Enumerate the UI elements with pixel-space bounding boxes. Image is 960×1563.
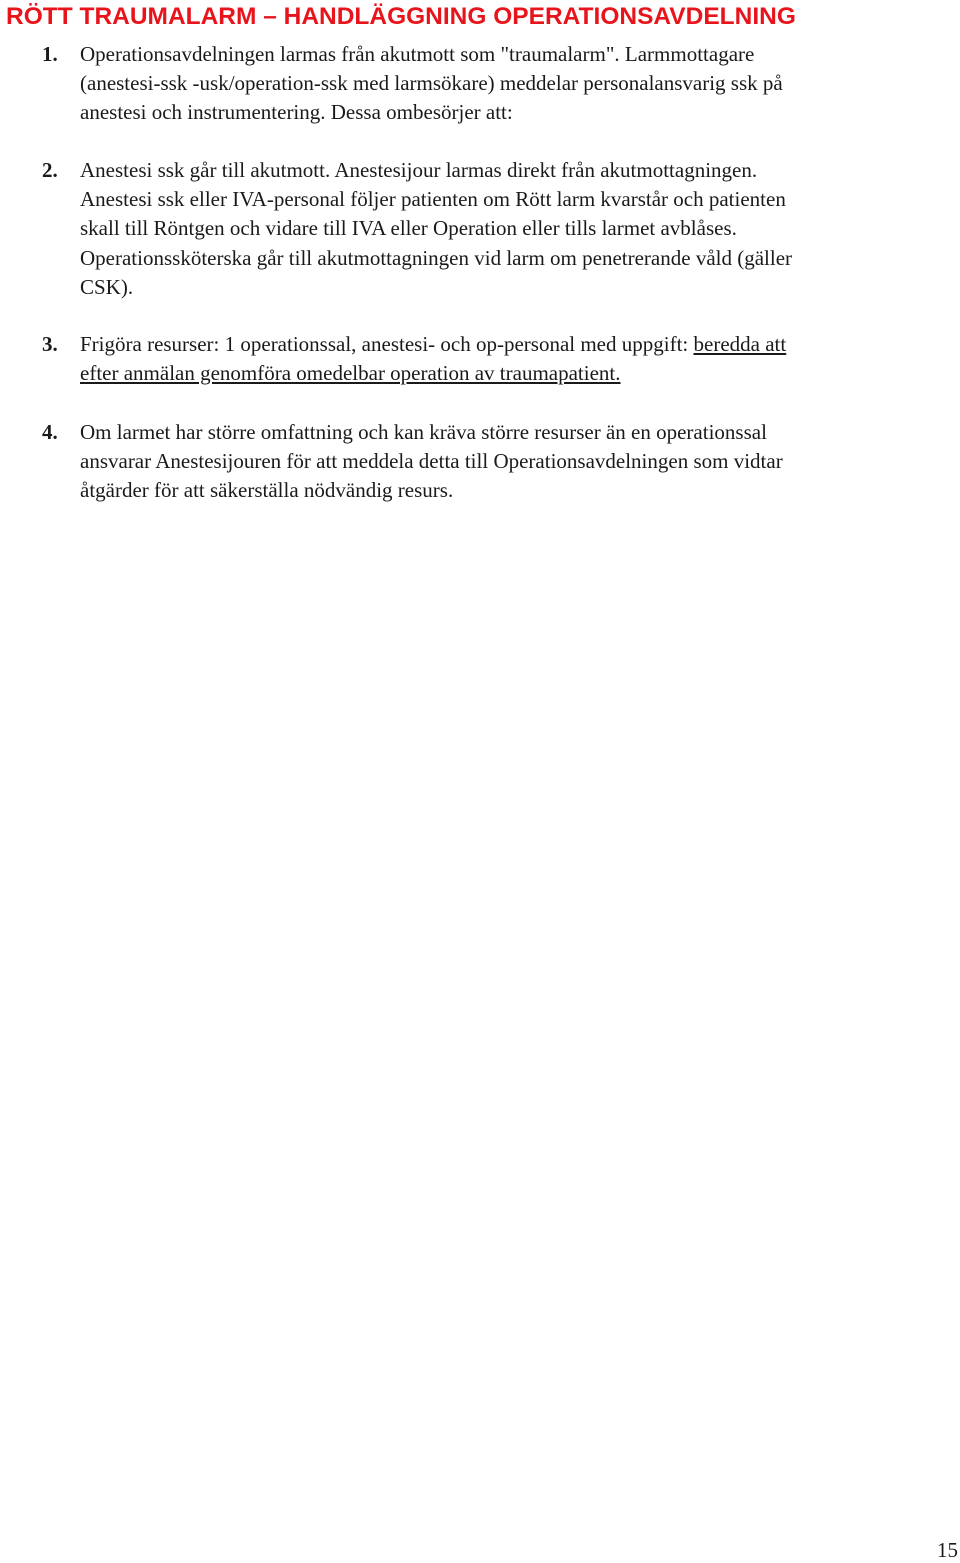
text-line [80,330,948,359]
text-line: skall till Röntgen och vidare till IVA eller Operation eller tills larmet avblåses. [80,216,737,241]
text-line: ansvarar Anestesijouren för att meddela detta till Operationsavdelningen som vidtar [80,449,783,474]
page-title: RÖTT TRAUMALARM – HANDLÄGGNING OPERATIONSAVDELNING [6,3,796,30]
list-item-text [80,40,948,128]
text-line: Operationsavdelningen larmas från akutmott som "traumalarm". Larmmottagare [80,42,755,66]
list-item-text [80,330,948,388]
text-line: CSK). [80,274,134,299]
text-line: (anestesi-ssk -usk/operation-ssk med larmsökare) meddelar personalansvarig ssk på [80,71,783,96]
list-item-number: 1. [42,42,58,66]
text-line: Anestesi ssk går till akutmott. Anestesijour larmas direkt från akutmottagningen. [80,158,758,182]
text-line: åtgärder för att säkerställa nödvändig resurs. [80,478,454,503]
text-line: Operationssköterska går till akutmottagningen vid larm om penetrerande våld (gäller [80,245,793,270]
list-item-text [80,418,948,506]
list-item-number: 4. [42,420,58,444]
text-underlined: beredda att [693,332,787,356]
text-underlined: efter anmälan genomföra omedelbar operation av traumapatient. [80,361,621,386]
text-line: anestesi och instrumentering. Dessa ombesörjer att: [80,100,513,125]
list-item-number: 2. [42,158,58,182]
text-line: Om larmet har större omfattning och kan kräva större resurser än en operationssal [80,420,767,444]
text-plain: Frigöra resurser: 1 operationssal, anestesi- och op-personal med uppgift: [80,332,694,356]
text-line: Anestesi ssk eller IVA-personal följer patienten om Rött larm kvarstår och patienten [80,187,786,212]
list-item-text [80,156,948,302]
page-number: 15 [937,1538,958,1562]
list-item-number: 3. [42,332,58,356]
